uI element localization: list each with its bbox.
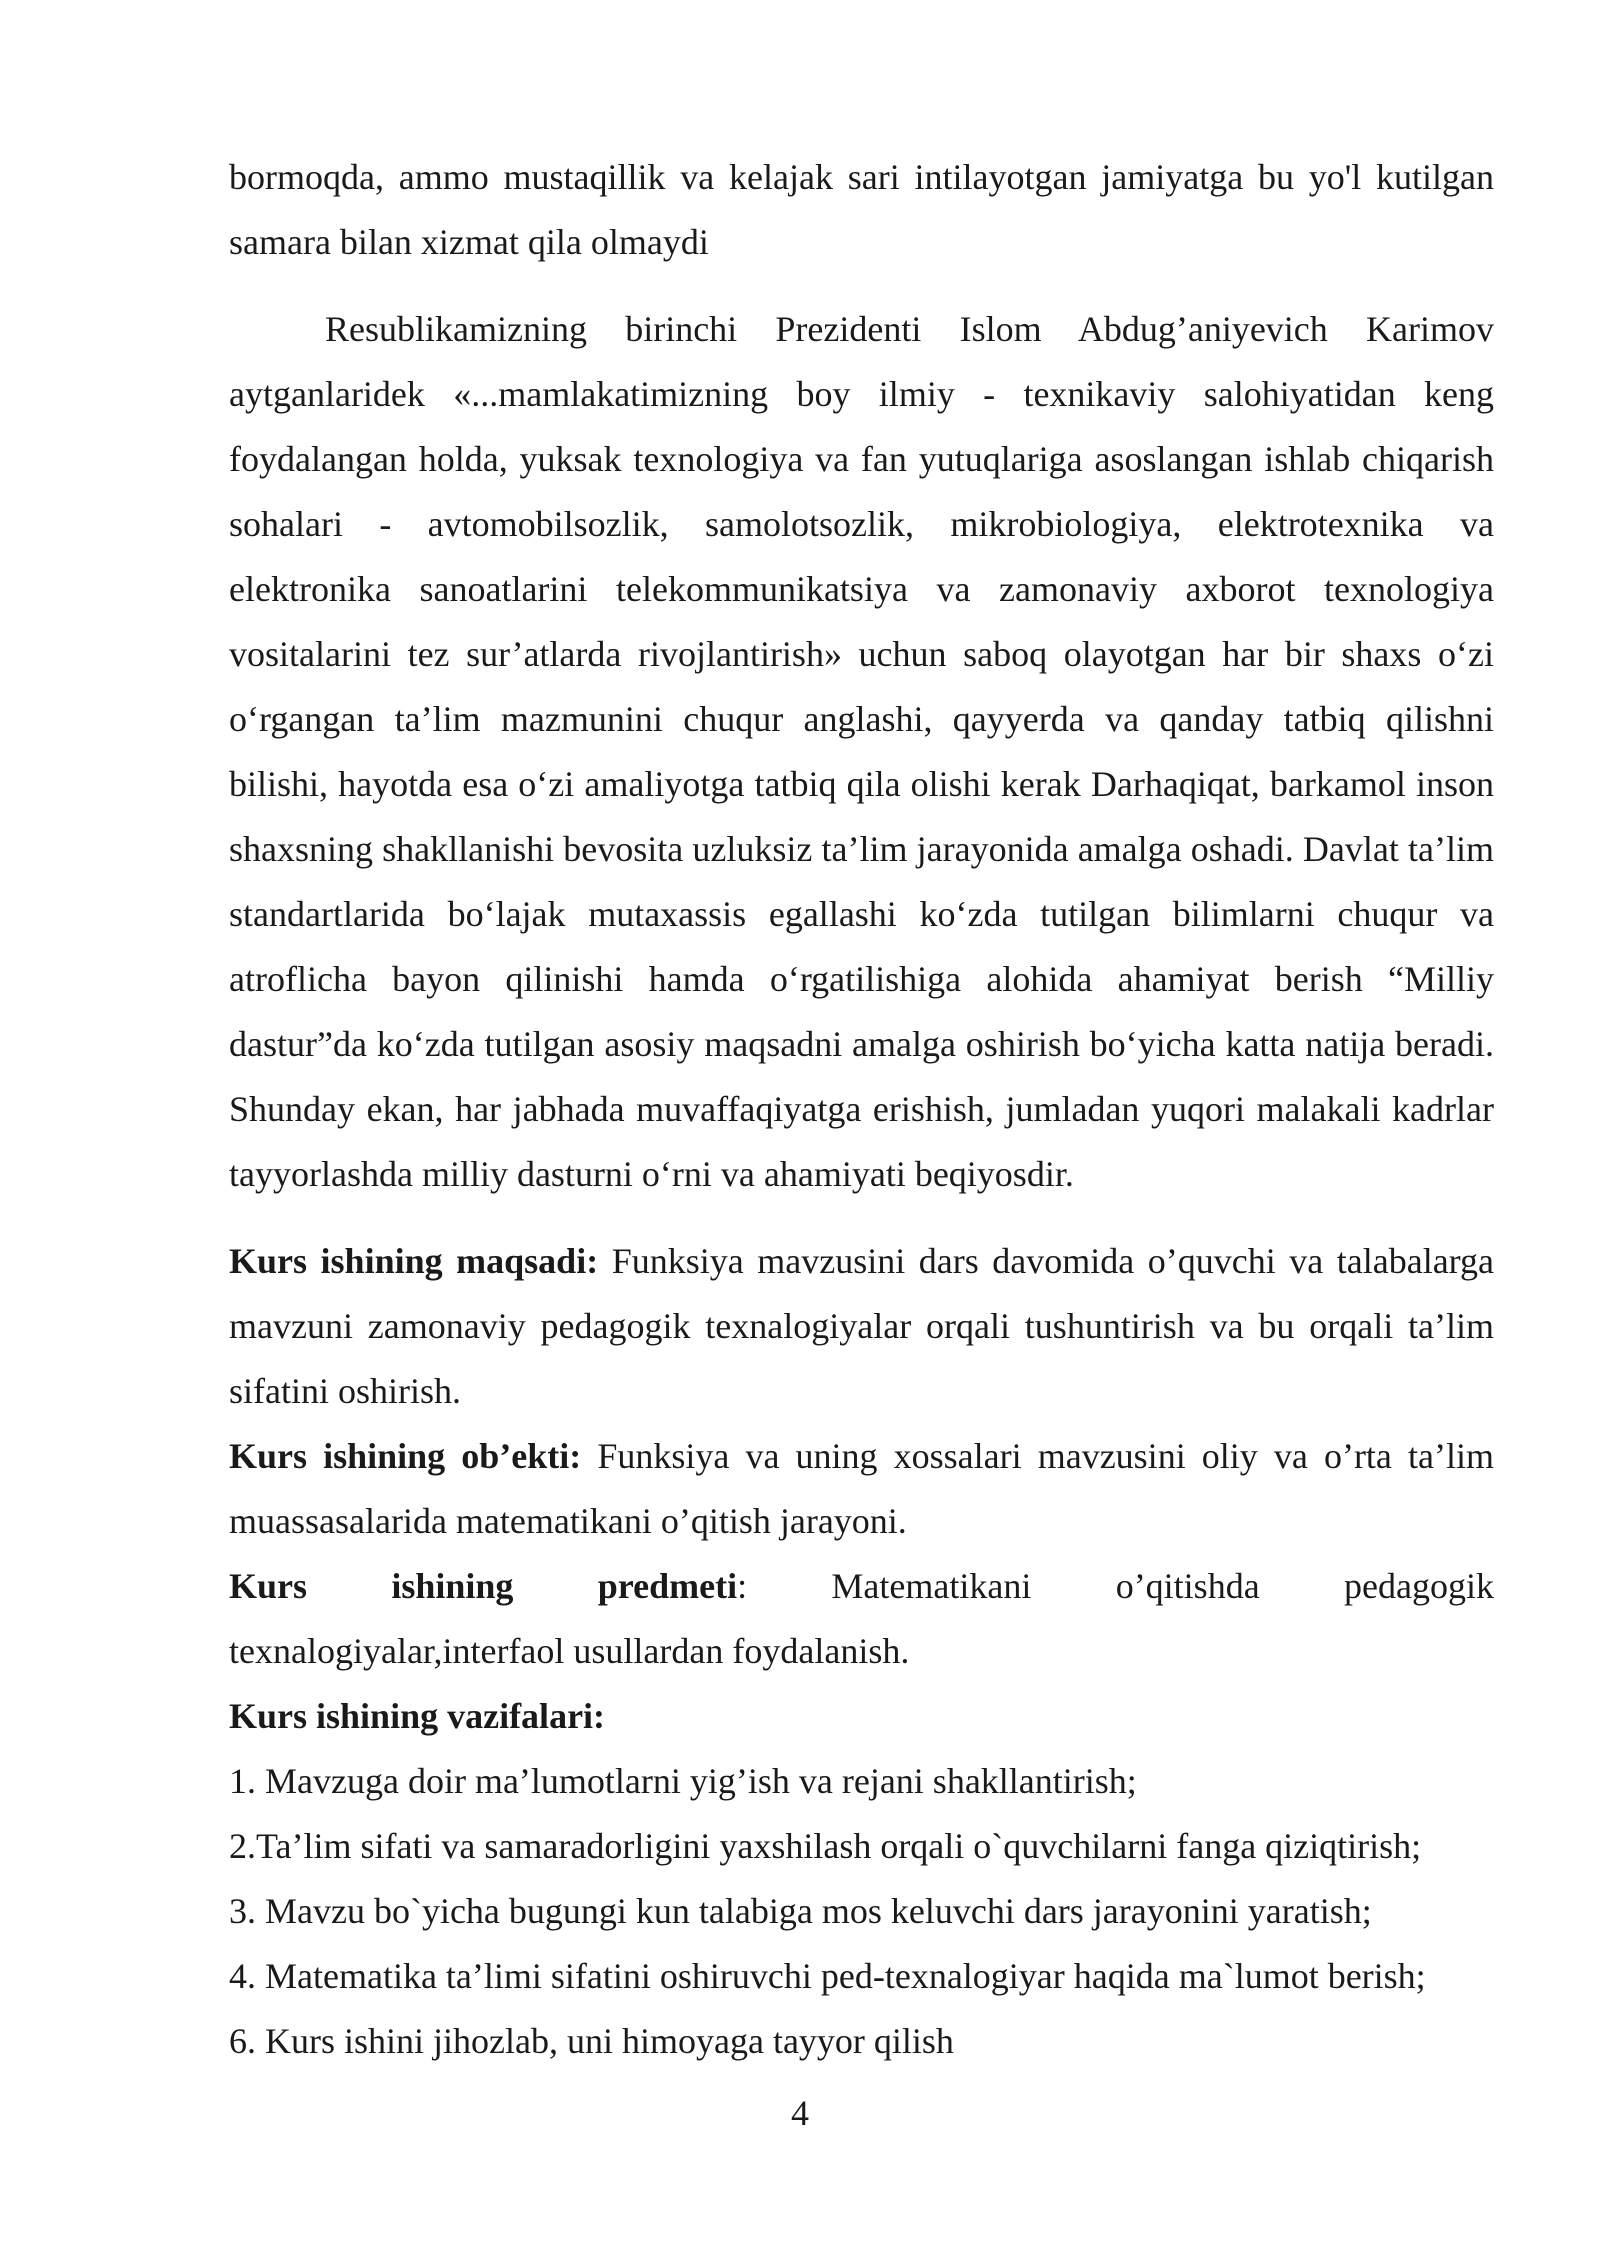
vazifalar-list: [229, 1749, 1494, 2074]
list-item: 3. Mavzu bo`yicha bugungi kun talabiga mos keluvchi dars jarayonini yaratish;: [229, 1891, 1372, 1931]
document-page: [229, 145, 1494, 2074]
section-maqsad-label: Kurs ishining maqsadi:: [229, 1241, 599, 1281]
section-maqsad: [229, 1229, 1494, 1424]
section-predmet-colon: :: [737, 1566, 748, 1606]
section-predmet-word-5: o’qitishda: [1115, 1566, 1260, 1606]
section-maqsad-text: Funksiya mavzusini dars davomida o’quvchi va talabalarga mavzuni zamonaviy pedagogik texnalogiyalar orqali tushuntirish va bu orqali ta’lim sifatini oshirish.: [229, 1241, 1494, 1411]
page-number: 4: [791, 2093, 809, 2133]
section-obekt-text: Funksiya va uning xossalari mavzusini oliy va o’rta ta’lim muassasalarida matematikani o’qitish jarayoni.: [229, 1436, 1494, 1541]
section-predmet-line1: [229, 1554, 1494, 1619]
section-predmet: [229, 1554, 1494, 1684]
section-vazifalar-label: Kurs ishining vazifalari:: [229, 1696, 606, 1736]
paragraph-continuation: bormoqda, ammo mustaqillik va kelajak sari intilayotgan jamiyatga bu yo'l kutilgan samara bilan xizmat qila olmaydi: [229, 157, 1494, 262]
section-predmet-line2: texnalogiyalar,interfaol usullardan foydalanish.: [229, 1631, 910, 1671]
section-predmet-word-4: Matematikani: [831, 1566, 1032, 1606]
list-item: 6. Kurs ishini jihozlab, uni himoyaga tayyor qilish: [229, 2021, 954, 2061]
list-item: 1. Mavzuga doir ma’lumotlarni yig’ish va rejani shakllantirish;: [229, 1761, 1137, 1801]
paragraph-karimov-quote: Resublikamizning birinchi Prezidenti Islom Abdug’aniyevich Karimov aytganlaridek «...mamlakatimizning boy ilmiy - texnikaviy salohiyatidan keng foydalangan holda, yuksak texnologiya va fan yutuqlariga asoslangan ishlab chiqarish sohalari - avtomobilsozlik, samolotsozlik, mikrobiologiya, elektrotexnika va elektronika sanoatlarini telekommunikatsiya va zamonaviy axborot texnologiya vositalarini tez sur’atlarda rivojlantirish» uchun saboq olayotgan har bir shaxs o‘zi o‘rgangan ta’lim mazmunini chuqur anglashi, qayyerda va qanday tatbiq qilishni bilishi, hayotda esa o‘zi amaliyotga tatbiq qila olishi kerak Darhaqiqat, barkamol inson shaxsning shakllanishi bevosita uzluksiz ta’lim jarayonida amalga oshadi. Davlat ta’lim standartlarida bo‘lajak mutaxassis egallashi ko‘zda tutilgan bilimlarni chuqur va atroflicha bayon qilinishi hamda o‘rgatilishiga alohida ahamiyat berish “Milliy dastur”da ko‘zda tutilgan asosiy maqsadni amalga oshirish bo‘yicha katta natija beradi. Shunday ekan, har jabhada muvaffaqiyatga erishish, jumladan yuqori malakali kadrlar tayyorlashda milliy dasturni o‘rni va ahamiyati beqiyosdir.: [229, 309, 1494, 1194]
list-item: 2.Ta’lim sifati va samaradorligini yaxshilash orqali o`quvchilarni fanga qiziqtirish;: [229, 1826, 1422, 1866]
section-predmet-word-6: pedagogik: [1344, 1566, 1494, 1606]
section-obekt-label: Kurs ishining ob’ekti:: [229, 1436, 582, 1476]
section-obekt: [229, 1424, 1494, 1554]
section-predmet-word-3-wrap: [598, 1554, 747, 1619]
section-predmet-word-3: predmeti: [597, 1566, 738, 1606]
list-item: 4. Matematika ta’limi sifatini oshiruvchi ped-texnalogiyar haqida ma`lumot berish;: [229, 1956, 1426, 1996]
section-vazifalar-heading: [229, 1684, 1494, 1749]
section-predmet-word-1: Kurs: [229, 1566, 308, 1606]
section-predmet-word-2: ishining: [391, 1566, 514, 1606]
